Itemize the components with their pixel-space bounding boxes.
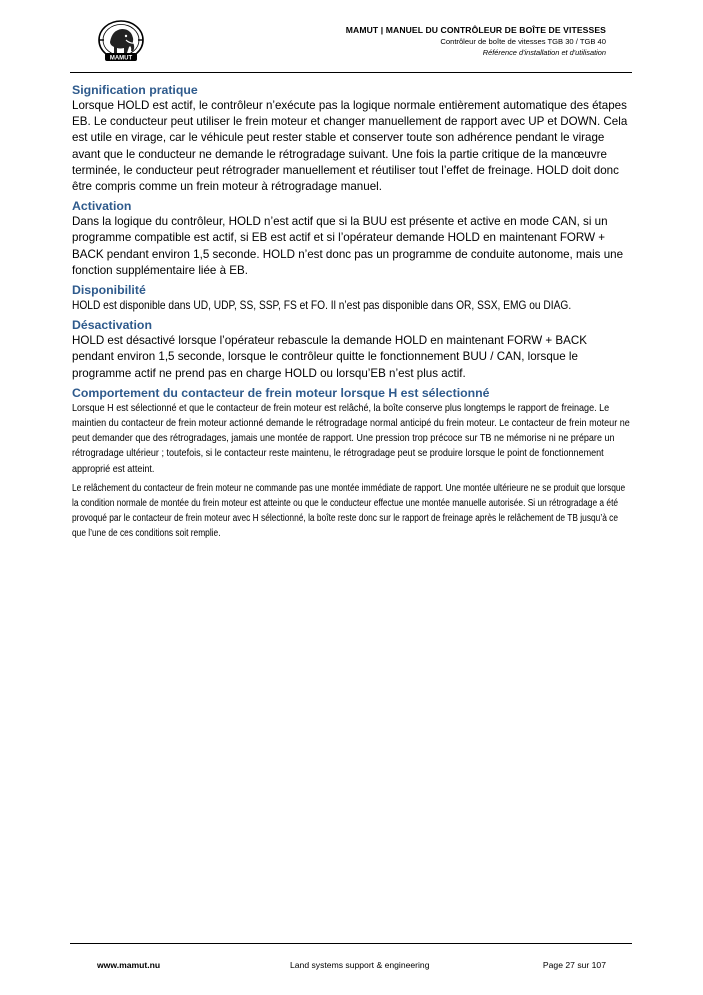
header-text (346, 25, 606, 58)
section-body-comportement-2: Le relâchement du contacteur de frein moteur ne commande pas une montée immédiate de rapport. Une montée ultérieure ne se produit que lorsque la condition normale de montée du frein moteur est atteinte ou que le conducteur effectue une montée manuelle autorisée. Si un rétrogradage a été provoqué par le contacteur de frein moteur avec H sélectionné, la boîte reste donc sur le rapport de freinage après le relâchement de TB jusqu’à ce que l’une de ces conditions soit remplie. (72, 482, 626, 540)
section-body-signification: Lorsque HOLD est actif, le contrôleur n’exécute pas la logique normale entièrement automatique des étapes EB. Le conducteur peut utiliser le frein moteur et changer manuellement de rapport avec UP et DOWN. Cela est utile en virage, car le véhicule peut rester stable et conserver toute son adhérence pendant le virage avant que le conducteur ne demande le rétrogradage suivant. Une fois la partie critique de la manœuvre terminée, le conducteur peut rétrograder manuellement et réutiliser tout l’effet de freinage. HOLD doit donc être compris comme un frein moteur à rétrogradage manuel. (72, 99, 628, 194)
page-content (72, 82, 632, 542)
section-body-disponibilite: HOLD est disponible dans UD, UDP, SS, SSP, FS et FO. Il n’est pas disponible dans OR, SSX, EMG ou DIAG. (72, 299, 572, 313)
section-heading-activation: Activation (72, 199, 132, 214)
logo-text: MAMUT (109, 55, 133, 62)
section-body-activation: Dans la logique du contrôleur, HOLD n’est actif que si la BUU est présente et active en mode CAN, si un programme compatible est actif, si EB est actif et si l’opérateur demande HOLD en maintenant FORW + BACK pendant environ 1,5 seconde. HOLD n’est donc pas un programme de conduite autonome, mais une fonction supplémentaire liée à EB. (72, 215, 624, 277)
page-number: Page 27 sur 107 (542, 960, 606, 970)
header-divider (70, 72, 632, 73)
document-reference: Référence d'installation et d'utilisation (482, 48, 606, 57)
footer-tagline: Land systems support & engineering (290, 960, 430, 970)
footer-website-link[interactable]: www.mamut.nu (97, 960, 161, 970)
section-heading-desactivation: Désactivation (72, 318, 152, 333)
footer-divider (70, 943, 632, 944)
section-body-desactivation: HOLD est désactivé lorsque l’opérateur rebascule la demande HOLD en maintenant FORW + BACK pendant environ 1,5 seconde, lorsque le contrôleur quitte le fonctionnement BUU / CAN, lorsque le programme actif ne prend pas en charge HOLD ou lorsqu’EB n’est plus actif. (72, 334, 587, 380)
section-heading-disponibilite: Disponibilité (72, 283, 146, 298)
page-header (0, 0, 703, 74)
document-subtitle: Contrôleur de boîte de vitesses TGB 30 / TGB 40 (440, 37, 606, 46)
document-title: MAMUT | MANUEL DU CONTRÔLEUR DE BOÎTE DE VITESSES (345, 25, 606, 35)
section-body-comportement: Lorsque H est sélectionné et que le contacteur de frein moteur est relâché, la boîte conserve plus longtemps le rapport de freinage. Le maintien du contacteur de frein moteur actionné demande le rétrogradage normal anticipé du frein moteur. Le contacteur de frein moteur ne peut demander que des rétrogradages, jamais une montée de rapport. Une pression trop précoce sur TB ne mémorise ni ne prépare un rétrogradage ultérieur ; toutefois, si le contacteur reste maintenu, le rétrogradage peut se produire lorsque le point de fonctionnement approprié est atteint. (72, 402, 630, 475)
section-heading-signification: Signification pratique (72, 83, 198, 97)
mamut-logo (96, 18, 146, 64)
section-heading-comportement: Comportement du contacteur de frein moteur lorsque H est sélectionné (72, 385, 490, 400)
